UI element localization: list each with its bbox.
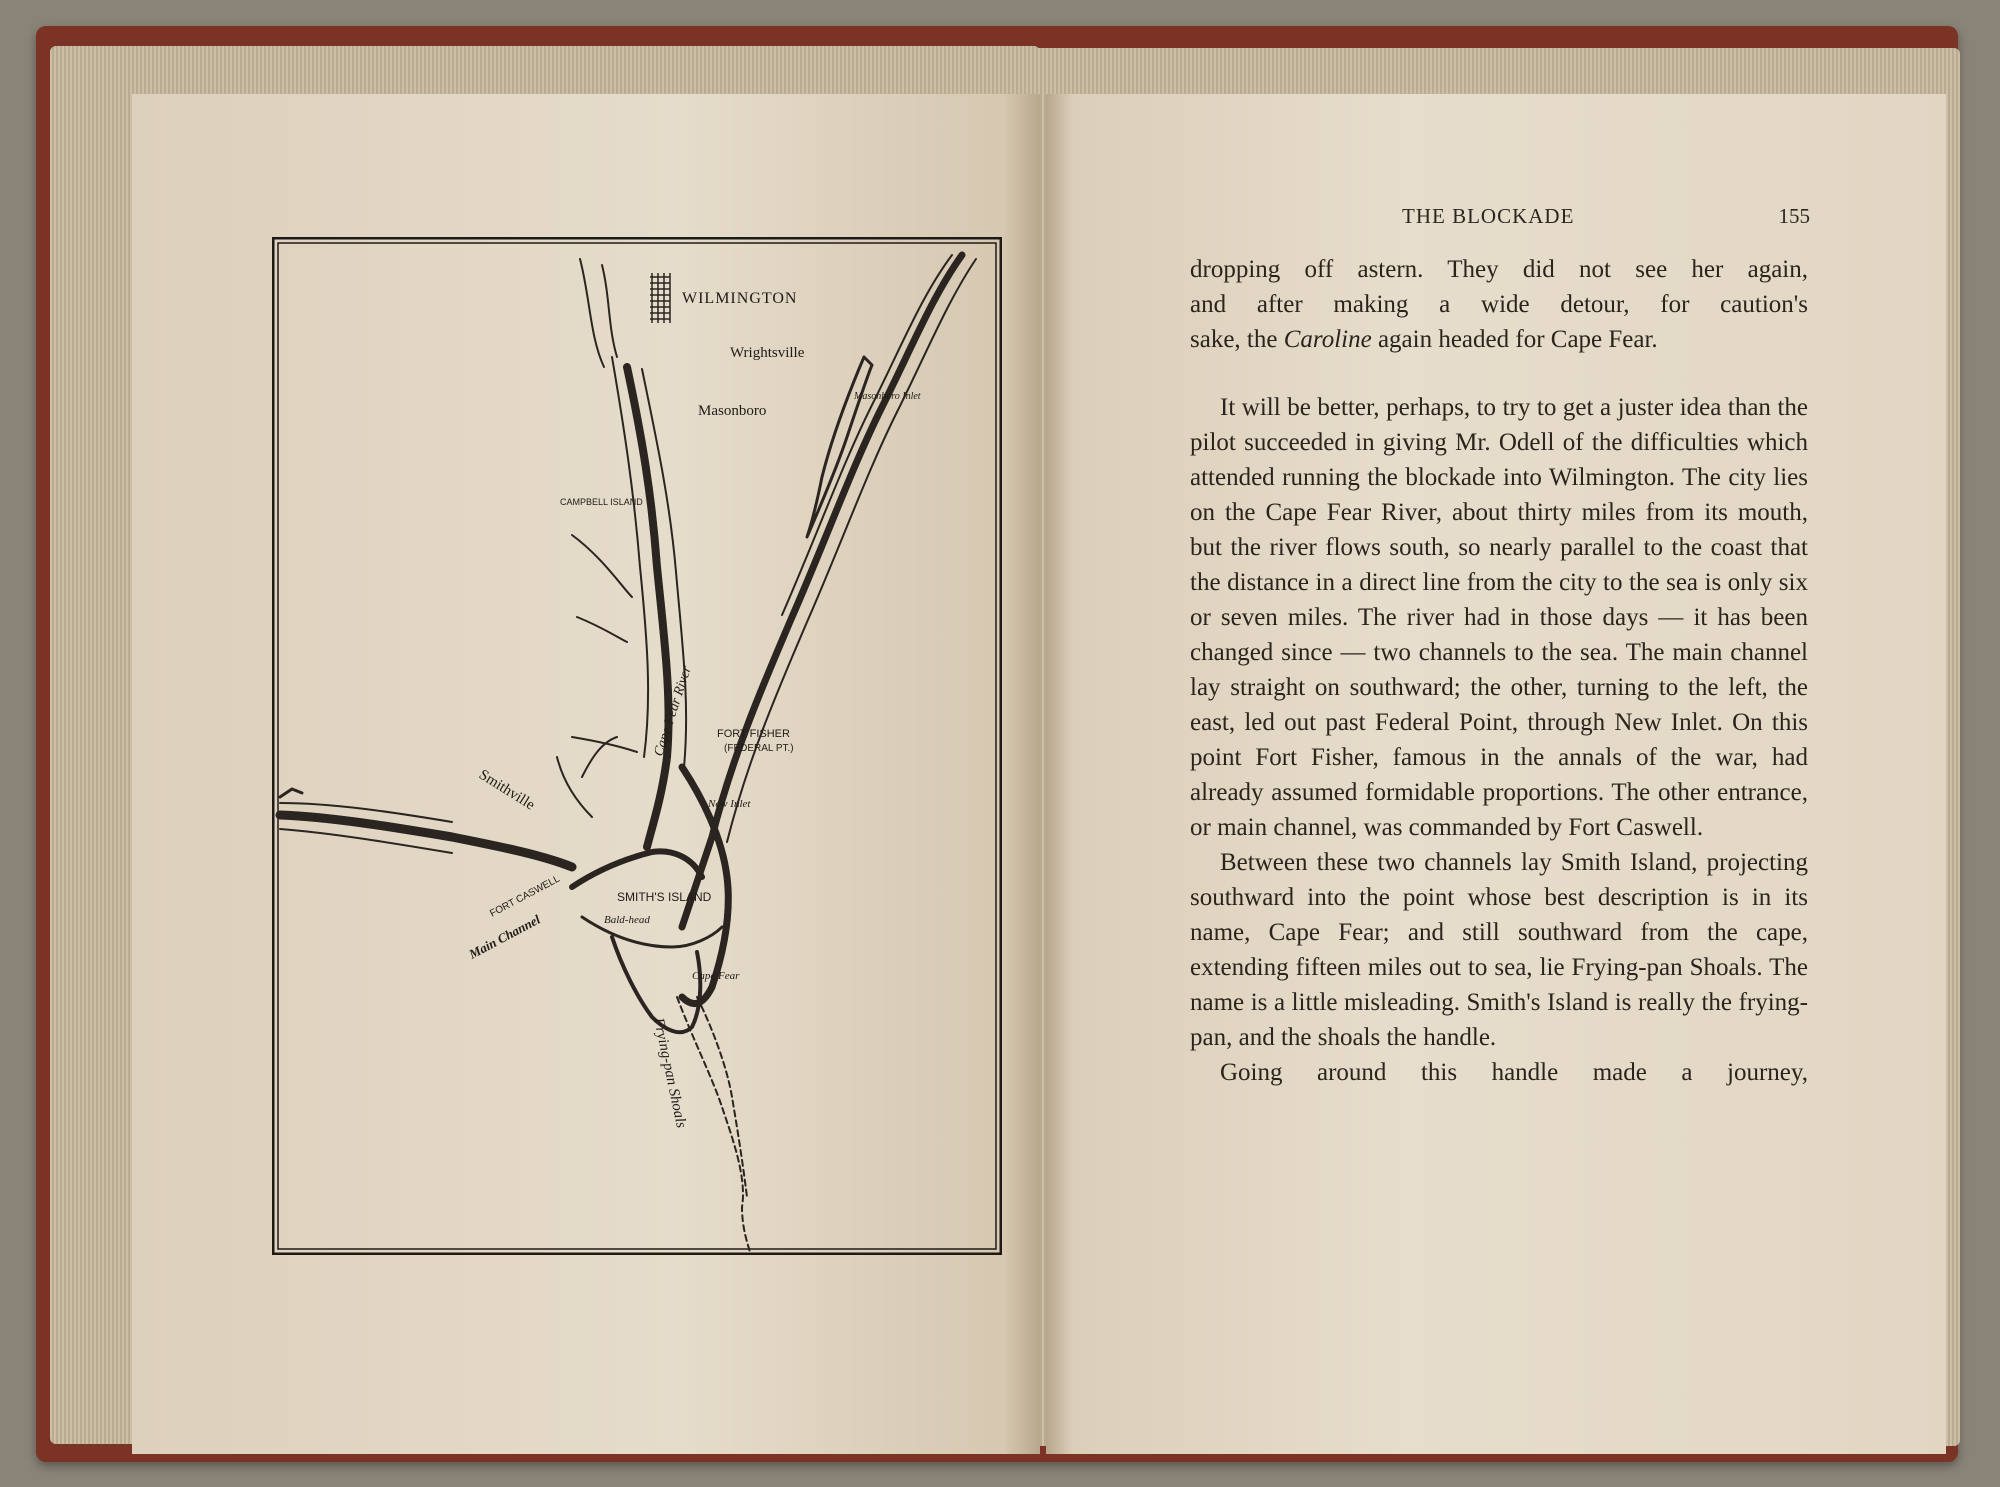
map-label-main-channel: Main Channel bbox=[466, 911, 543, 962]
running-head: THE BLOCKADE bbox=[1402, 204, 1575, 228]
map-label-frying-pan-shoals: Frying-pan Shoals bbox=[650, 1016, 690, 1130]
map-label-fort-caswell: FORT CASWELL bbox=[488, 873, 562, 920]
map-label-campbell-island: CAMPBELL ISLAND bbox=[560, 497, 643, 507]
paragraph-2: It will be better, perhaps, to try to get a juster idea than the pilot succeeded in giving Mr. Odell of the difficulties which attended running the blockade into Wilmington. The city lies on the Cape Fear River, about thirty miles from its mouth, but the river flows south, so nearly parallel to the coast that the distance in a direct line from the city to the sea is only six or seven miles. The river had in those days — it has been changed since — two channels to the sea. The main channel lay straight on southward; the other, turning to the left, the east, led out past Federal Point, through New Inlet. On this point Fort Fisher, famous in the annals of the war, had already assumed formidable proportions. The other entrance, or main channel, was commanded by Fort Caswell. bbox=[1190, 394, 1808, 841]
body-text bbox=[1190, 252, 1808, 1090]
map-label-cape-fear: Cape Fear bbox=[692, 970, 740, 982]
map-label-bald-head: Bald-head bbox=[604, 914, 650, 926]
paragraph-1-line-2: and after making a wide detour, for caution's bbox=[1190, 291, 1808, 318]
map-illustration bbox=[272, 237, 1002, 1255]
ship-name-caroline: Caroline bbox=[1283, 326, 1372, 353]
paragraph-4: Going around this handle made a journey, bbox=[1220, 1059, 1808, 1086]
map-label-smithville: Smithville bbox=[475, 766, 538, 814]
wilmington-town-mark bbox=[650, 273, 670, 323]
map-label-new-inlet: New Inlet bbox=[708, 798, 751, 810]
map-label-federal-point: (FEDERAL PT.) bbox=[724, 743, 794, 754]
paragraph-1-line-1: dropping off astern. They did not see her again, bbox=[1190, 256, 1808, 283]
map-label-cape-fear-river: Cape Fear River bbox=[651, 664, 695, 759]
map-label-smiths-island: SMITH'S ISLAND bbox=[617, 890, 712, 904]
map-label-wrightsville: Wrightsville bbox=[730, 345, 805, 361]
map-label-fort-fisher: FORT FISHER bbox=[717, 728, 790, 740]
paragraph-3: Between these two channels lay Smith Island, projecting southward into the point whose best description is in its name, Cape Fear; and still southward from the cape, extending fifteen miles out to sea, lie Frying-pan Shoals. The name is a little misleading. Smith's Island is really the frying-pan, and the shoals the handle. bbox=[1190, 849, 1808, 1051]
paragraph-1-line-3 bbox=[1190, 322, 1808, 357]
map-label-wilmington: WILMINGTON bbox=[682, 290, 798, 307]
paragraph-1-text-a: sake, the bbox=[1190, 326, 1278, 353]
map-label-masonboro: Masonboro bbox=[698, 403, 767, 419]
page-number: 155 bbox=[1778, 204, 1810, 228]
map-label-masonboro-inlet: Masonboro Inlet bbox=[854, 391, 921, 402]
paragraph-1-text-b: again headed for Cape Fear. bbox=[1377, 326, 1658, 353]
